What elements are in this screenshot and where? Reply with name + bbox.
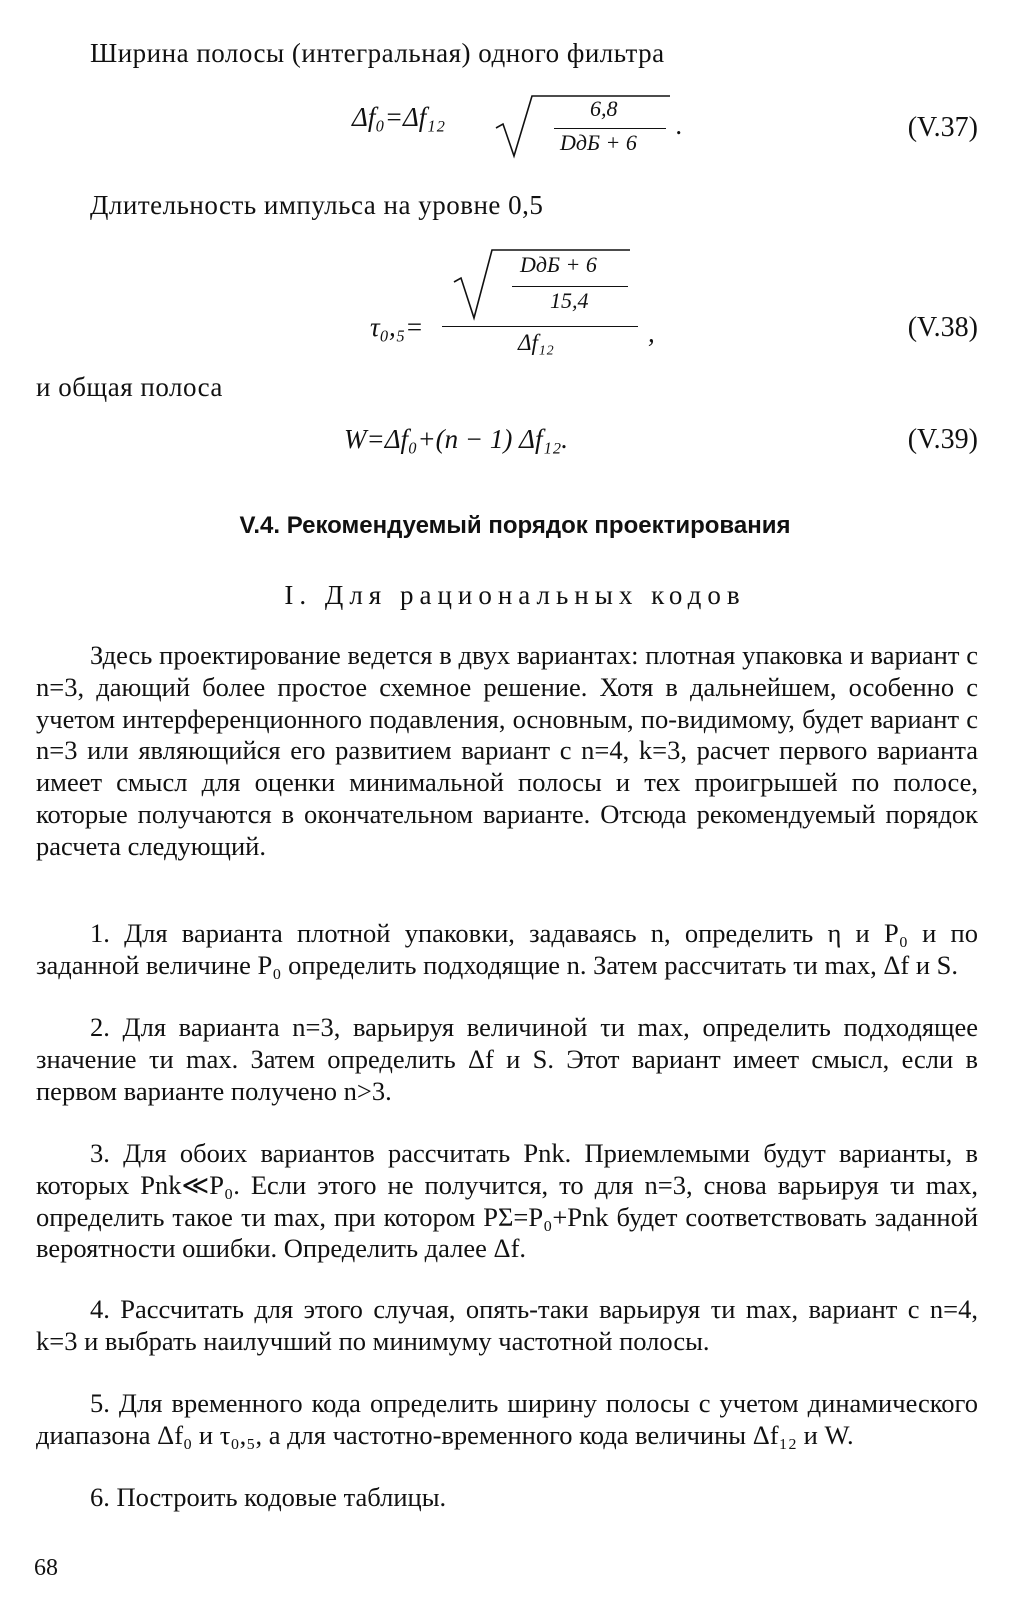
eq37-denominator: DдБ + 6 [560,130,637,155]
eq37-number: (V.37) [907,112,978,143]
eq37-lhs: Δf₀=Δf₁₂ [352,102,446,132]
eq38-inner-fraction-bar [512,286,628,287]
eq37-fraction-bar [554,128,666,129]
eq39-expression: W=Δf₀+(n − 1) Δf₁₂. [344,424,568,454]
list-item-4: 4. Рассчитать для этого случая, опять-таки варьируя τи max, вариант с n=4, k=3 и выбрать наилучший по минимуму частотной полосы. [36,1294,978,1356]
subsection-heading: I. Для рациональных кодов [284,580,746,610]
list-item-5: 5. Для временного кода определить ширину полосы с учетом динамического диапазона Δf₀ и τ₀,₅, а для частотно-временного кода величины Δf₁₂ и W. [36,1388,978,1450]
total-band-intro: и общая полоса [36,372,223,402]
eq38-lhs: τ₀,₅= [370,312,424,342]
eq37-period: . [676,110,683,140]
bandwidth-intro: Ширина полосы (интегральная) одного фильтра [90,38,665,68]
paragraph-intro: Здесь проектирование ведется в двух вариантах: плотная упаковка и вариант с n=3, дающий более простое схемное решение. Хотя в дальнейшем, особенно с учетом интерференционного подавления, основным, по-видимому, будет вариант с n=3 или являющийся его развитием вариант с n=4, k=3, расчет первого варианта имеет смысл для оценки минимальной полосы и тех проигрышей по полосе, которые получаются в окончательном варианте. Отсюда рекомендуемый порядок расчета следующий. [36,640,978,861]
list-item-2: 2. Для варианта n=3, варьируя величиной τи max, определить подходящее значение τи max. Затем определить Δf и S. Этот вариант имеет смысл, если в первом варианте получено n>3. [36,1012,978,1106]
list-item-1: 1. Для варианта плотной упаковки, задаваясь n, определить η и P₀ и по заданной величине P₀ определить подходящие n. Затем рассчитать τи max, Δf и S. [36,918,978,980]
eq38-inner-denominator: 15,4 [550,288,589,313]
eq38-number: (V.38) [907,312,978,343]
eq38-inner-numerator: DдБ + 6 [520,252,597,277]
eq37-numerator: 6,8 [590,96,618,121]
list-item-3: 3. Для обоих вариантов рассчитать Pnk. Приемлемыми будут варианты, в которых Pnk≪P₀. Если этого не получится, то для n=3, снова варьируя τи max, определить такое τи max, при котором PΣ=P₀+Pnk будет соответствовать заданной вероятности ошибки. Определить далее Δf. [36,1138,978,1264]
eq38-denominator: Δf₁₂ [518,330,554,355]
eq38-main-fraction-bar [442,326,638,327]
list-item-6: 6. Построить кодовые таблицы. [90,1482,447,1512]
section-heading: V.4. Рекомендуемый порядок проектирования [239,512,791,539]
page-number: 68 [34,1555,58,1581]
eq38-comma: , [648,318,655,348]
duration-intro: Длительность импульса на уровне 0,5 [90,190,544,220]
eq39-number: (V.39) [907,424,978,455]
